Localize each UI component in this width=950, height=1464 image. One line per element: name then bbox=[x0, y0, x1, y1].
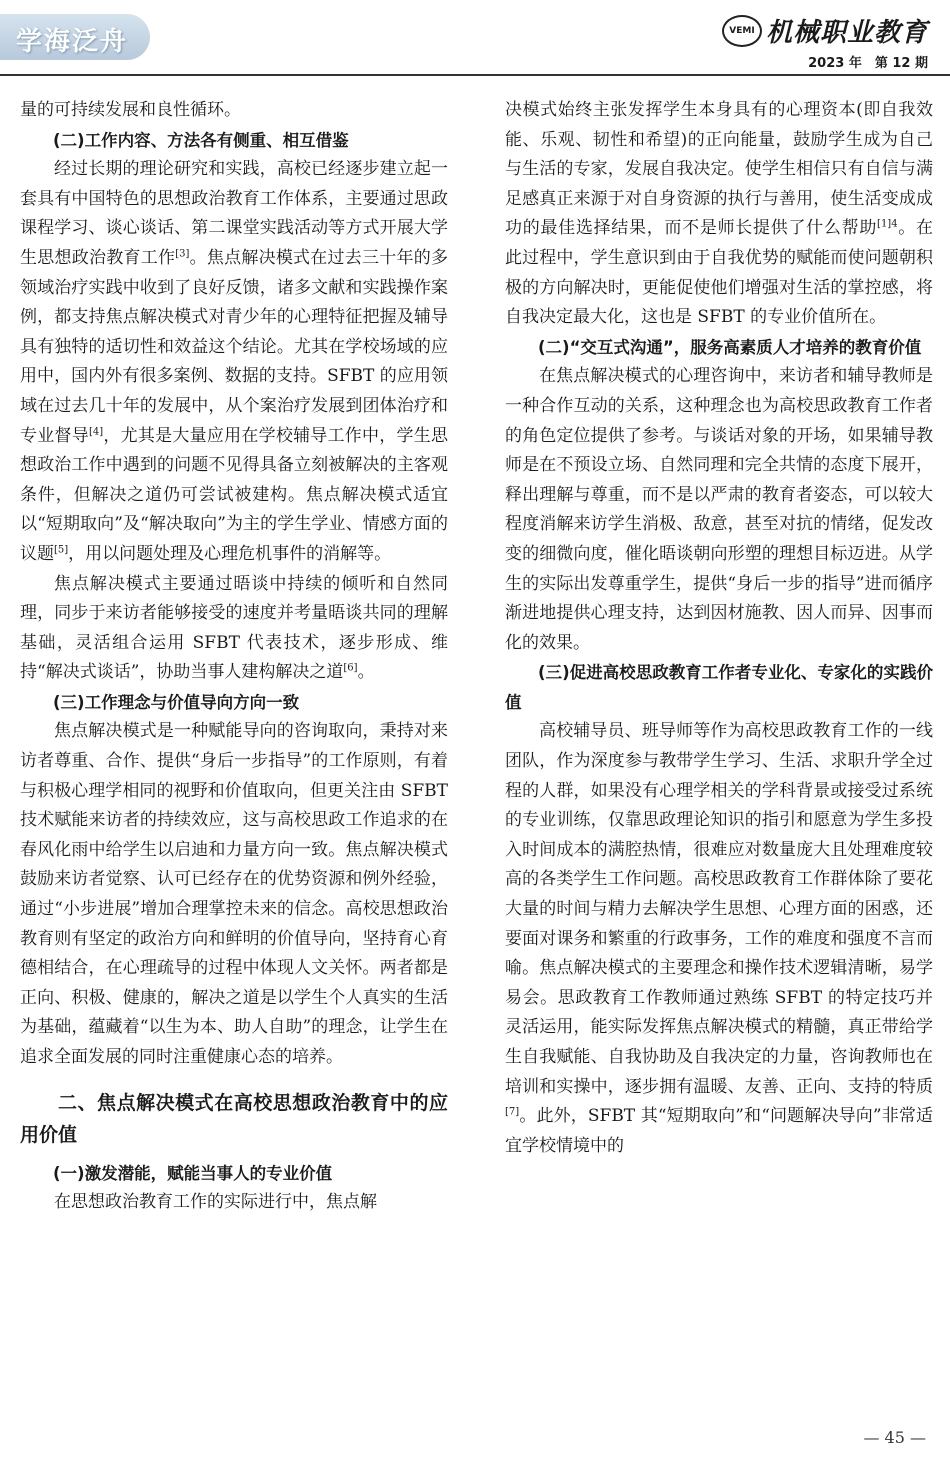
header-divider bbox=[0, 74, 950, 76]
text-run: 。在此过程中，学生意识到由于自我优势的赋能而使问题朝积极的方向解决时，更能促使他们增强对生活的掌控感，将自我决定最大化，这也是 SFBT 的专业价值所在。 bbox=[505, 218, 934, 328]
text-run: ，用以问题处理及心理危机事件的消解等。 bbox=[68, 543, 392, 564]
right-column bbox=[505, 96, 933, 1161]
subsection-heading: (三)工作理念与价值导向方向一致 bbox=[53, 692, 300, 712]
citation: [1]4 bbox=[877, 218, 898, 230]
subsection-heading: (二)工作内容、方法各有侧重、相互借鉴 bbox=[53, 130, 349, 150]
section-title: 学海泛舟 bbox=[16, 27, 129, 57]
journal-logo bbox=[722, 12, 928, 49]
text-run: 。焦点解决模式在过去三十年的多领域治疗实践中收到了良好反馈，诸多文献和实践操作案例，都支持焦点解决模式对青少年的心理特征把握及辅导具有独特的适切性和效益这个结论。尤其在学校场域的应用中，国内外有很多案例、数据的支持。SFBT 的应用领域在过去几十年的发展中，从个案治疗发展到团体治疗和专业督导 bbox=[20, 247, 449, 446]
subsection-heading: (三)促进高校思政教育工作者专业化、专家化的实践价值 bbox=[505, 663, 933, 712]
paragraph: 焦点解决模式是一种赋能导向的咨询取向，秉持对来访者尊重、合作、提供“身后一步指导”的工作原则，有着与积极心理学相同的视野和价值取向，但更关注由 SFBT 技术赋能来访者的持续效应，这与高校思政工作追求的在春风化雨中给学生以启迪和力量方向一致。焦点解决模式鼓励来访者觉察、认可已经存在的优势资源和例外经验，通过“小步进展”增加合理掌控未来的信念。高校思想政治教育则有坚定的政治方向和鲜明的价值导向，坚持育心育德相结合，在心理疏导的过程中体现人文关怀。两者都是正向、积极、健康的，解决之道是以学生个人真实的生活为基础，蕴藏着“以生为本、助人自助”的理念，让学生在追求全面发展的同时注重健康心态的培养。 bbox=[20, 721, 448, 1067]
page-header bbox=[0, 0, 950, 74]
left-column bbox=[20, 96, 448, 1218]
citation: [4] bbox=[88, 425, 104, 437]
paragraph bbox=[20, 155, 448, 569]
text-run: ，尤其是大量应用在学校辅导工作中，学生思想政治工作中遇到的问题不见得具备立刻被解决的主客观条件，但解决之道仍可尝试被建构。焦点解决模式适宜以“短期取向”及“解决取向”为主的学生学业、情感方面的议题 bbox=[20, 425, 449, 564]
section-tag bbox=[0, 14, 150, 60]
text-run: 。 bbox=[357, 662, 375, 683]
issue-label: 2023 年 第 12 期 bbox=[808, 56, 928, 71]
paragraph: 在思想政治教育工作的实际进行中，焦点解 bbox=[54, 1192, 377, 1213]
text-run: 高校辅导员、班导师等作为高校思政教育工作的一线团队，作为深度参与教带学生学习、生活、求职升学全过程的人群，如果没有心理学相关的学科背景或接受过系统的专业训练，仅靠思政理论知识的指引和愿意为学生多投入时间成本的满腔热情，很难应对数量庞大且处理难度较高的各类学生工作问题。高校思政教育工作群体除了要花大量的时间与精力去解决学生思想、心理方面的困惑，还要面对课务和繁重的行政事务，工作的难度和强度不言而喻。焦点解决模式的主要理念和操作技术逻辑清晰，易学易会。思政教育工作教师通过熟练 SFBT 的特定技巧并灵活运用，能实际发挥焦点解决模式的精髓，真正带给学生自我赋能、自我协助及自我决定的力量，咨询教师也在培训和实操中，逐步拥有温暖、友善、正向、支持的特质 bbox=[505, 721, 933, 1097]
subsection-heading: (二)“交互式沟通”，服务高素质人才培养的教育价值 bbox=[538, 337, 922, 357]
text-run: 决模式始终主张发挥学生本身具有的心理资本(即自我效能、乐观、韧性和希望)的正向能量，鼓励学生成为自己与生活的专家，发展自我决定。使学生相信只有自信与满足感真正来源于对自身资源的执行与善用，使生活变成成功的最佳选择结果，而不是师长提供了什么帮助 bbox=[505, 100, 933, 239]
text-run: 。此外，SFBT 其“短期取向”和“问题解决导向”非常适宜学校情境中的 bbox=[505, 1106, 933, 1156]
page-number: — 45 — bbox=[863, 1428, 926, 1447]
paragraph bbox=[505, 96, 933, 333]
citation: [6] bbox=[343, 662, 358, 674]
subsection-heading: (一)激发潜能，赋能当事人的专业价值 bbox=[53, 1163, 333, 1183]
section-heading: 二、焦点解决模式在高校思想政治教育中的应用价值 bbox=[20, 1091, 448, 1146]
citation: [7] bbox=[505, 1106, 520, 1118]
vemi-logo-icon: VEMI bbox=[722, 15, 762, 47]
paragraph: 在焦点解决模式的心理咨询中，来访者和辅导教师是一种合作互动的关系，这种理念也为高校思政教育工作者的角色定位提供了参考。与谈话对象的开场，如果辅导教师是在不预设立场、自然同理和完全共情的态度下展开，释出理解与尊重，而不是以严肃的教育者姿态，可以较大程度消解来访学生消极、敌意，甚至对抗的情绪，促发改变的细微向度，催化晤谈朝向形塑的理想目标迈进。从学生的实际出发尊重学生，提供“身后一步的指导”进而循序渐进地提供心理支持，达到因材施教、因人而异、因事而化的效果。 bbox=[505, 366, 933, 653]
paragraph bbox=[20, 570, 448, 688]
citation: [5] bbox=[54, 544, 69, 556]
paragraph: 量的可持续发展和良性循环。 bbox=[20, 100, 241, 120]
paragraph bbox=[505, 717, 933, 1161]
journal-title: 机械职业教育 bbox=[765, 18, 928, 48]
citation: [3] bbox=[175, 248, 190, 260]
text-run: 焦点解决模式主要通过晤谈中持续的倾听和自然同理，同步于来访者能够接受的速度并考量晤谈共同的理解基础，灵活组合运用 SFBT 代表技术，逐步形成、维持“解决式谈话”，协助当事人建构解决之道 bbox=[20, 573, 448, 683]
text-run: 经过长期的理论研究和实践，高校已经逐步建立起一套具有中国特色的思想政治教育工作体系，主要通过思政课程学习、谈心谈话、第二课堂实践活动等方式开展大学生思想政治教育工作 bbox=[20, 159, 448, 268]
